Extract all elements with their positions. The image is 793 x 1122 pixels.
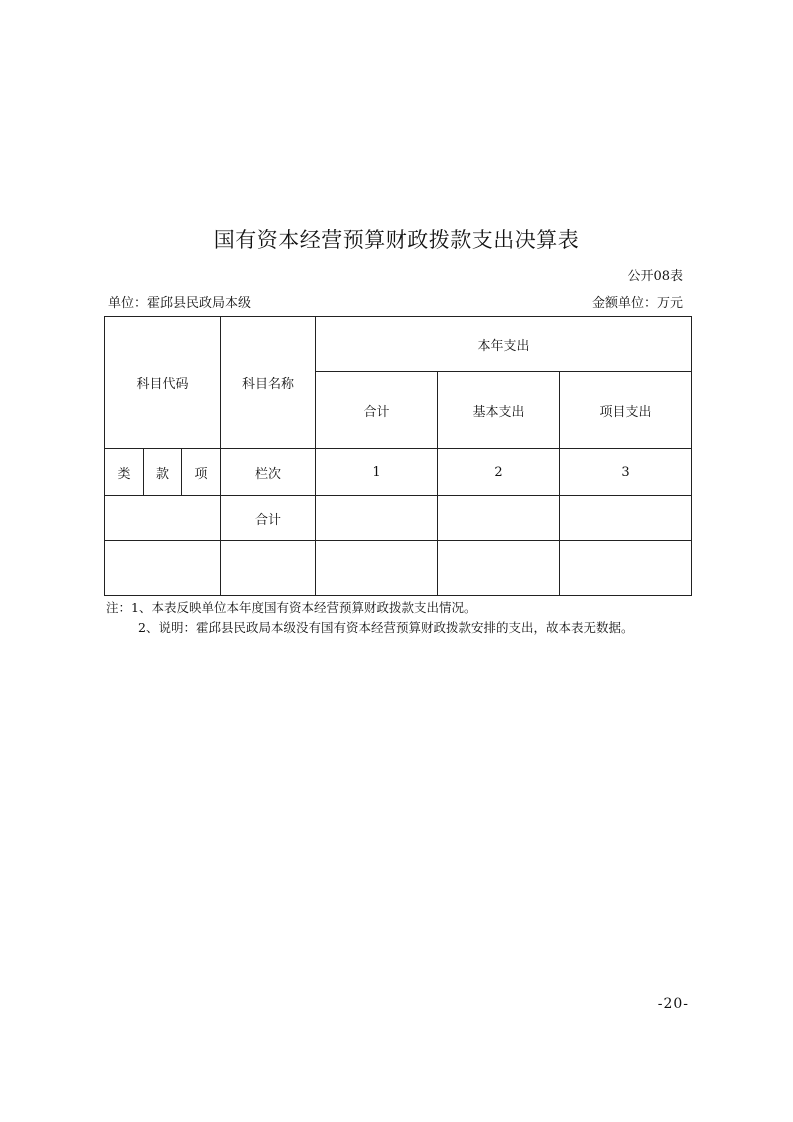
index-column-label: 栏次 — [221, 449, 316, 496]
money-unit: 金额单位：万元 — [591, 296, 683, 311]
index-section: 款 — [144, 449, 182, 496]
note-line-1: 注：1、本表反映单位本年度国有资本经营预算财政拨款支出情况。 — [106, 600, 477, 615]
unit-label: 单位： — [108, 296, 148, 311]
header-project-expense: 项目支出 — [560, 372, 692, 449]
unit-name: 霍邱县民政局本级 — [147, 296, 252, 311]
index-col-3: 3 — [560, 449, 692, 496]
page-title: 国有资本经营预算财政拨款支出决算表 — [213, 228, 580, 252]
header-row-1 — [105, 317, 692, 372]
empty-row-basic — [438, 541, 560, 596]
unit-line — [108, 292, 251, 311]
total-row-total — [316, 496, 438, 541]
index-row — [105, 449, 692, 496]
notes — [106, 598, 633, 638]
empty-row-code — [105, 541, 221, 596]
empty-row-total — [316, 541, 438, 596]
form-code: 公开08表 — [627, 269, 683, 284]
note-line-2: 2、说明：霍邱县民政局本级没有国有资本经营预算财政拨款安排的支出，故本表无数据。 — [138, 620, 634, 635]
total-row-project — [560, 496, 692, 541]
total-row-code — [105, 496, 221, 541]
page-number: -20- — [657, 996, 689, 1012]
index-category: 类 — [105, 449, 144, 496]
index-col-1: 1 — [316, 449, 438, 496]
index-col-2: 2 — [438, 449, 560, 496]
header-subject-code: 科目代码 — [105, 317, 221, 449]
total-row-label: 合计 — [221, 496, 316, 541]
header-total: 合计 — [316, 372, 438, 449]
header-subject-name: 科目名称 — [221, 317, 316, 449]
header-current-year-expense: 本年支出 — [316, 317, 692, 372]
empty-row — [105, 541, 692, 596]
expense-table — [104, 316, 692, 596]
header-basic-expense: 基本支出 — [438, 372, 560, 449]
total-row-basic — [438, 496, 560, 541]
index-item: 项 — [182, 449, 221, 496]
empty-row-project — [560, 541, 692, 596]
total-row — [105, 496, 692, 541]
empty-row-name — [221, 541, 316, 596]
